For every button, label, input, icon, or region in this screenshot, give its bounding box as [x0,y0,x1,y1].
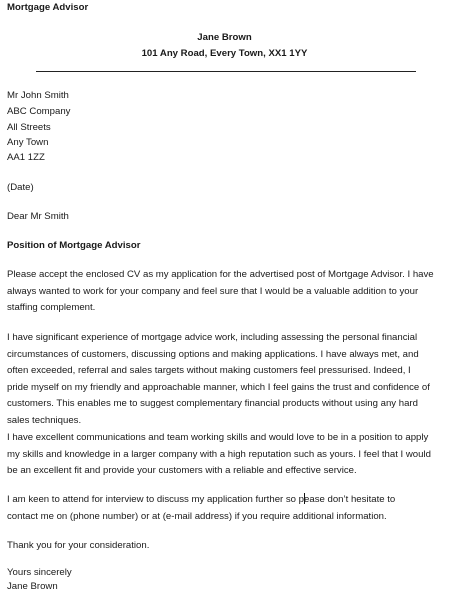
signature-name: Jane Brown [7,581,58,592]
recipient-line: All Streets [7,122,51,133]
paragraph-2 [7,330,437,430]
paragraph-line [7,492,437,509]
paragraph-1 [7,267,437,317]
paragraph-line: I have significant experience of mortgage advice work, including assessing the personal financial [7,332,418,343]
closing-line: Yours sincerely [7,567,72,578]
paragraph-line: sales techniques. [7,414,82,426]
paragraph-line: be an excellent fit and provide your customers with a reliable and effective service. [7,465,357,477]
document-heading: Mortgage Advisor [7,2,89,13]
paragraph-line: often exceeded, referral and sales targets without making customers feel pressurised. Indeed, I [7,365,411,377]
paragraph-line: always wanted to work for your company and feel sure that I would be a valuable addition to your [7,285,419,297]
paragraph-text: ease don’t hesitate to [304,494,396,505]
paragraph-line: pride myself on my friendly and approachable manner, which I feel gains the trust and confidence of [7,381,430,393]
recipient-line: Any Town [7,137,49,148]
paragraph-line: contact me on (phone number) or at (e-mail address) if you require additional information. [7,510,387,522]
paragraph-4 [7,492,437,525]
paragraph-line: customers. This enables me to suggest complementary financial products without using any hard [7,398,418,410]
paragraph-line: staffing complement. [7,302,96,314]
paragraph-line: Please accept the enclosed CV as my application for the advertised post of Mortgage Advisor. I have [7,269,434,280]
recipient-line: ABC Company [7,106,71,117]
paragraph-3 [7,430,437,480]
letter-date: (Date) [7,182,34,193]
paragraph-line: I have excellent communications and team working skills and would love to be in a position to apply [7,432,429,443]
header-divider [36,71,416,72]
paragraph-line: circumstances of customers, discussing options and making applications. I have always met, and [7,348,419,360]
sender-name: Jane Brown [197,32,252,43]
recipient-line: AA1 1ZZ [7,152,45,163]
subject-line: Position of Mortgage Advisor [7,240,141,251]
paragraph-line: my skills and knowledge in a larger company with a high reputation such as yours. I feel that I would [7,448,431,460]
salutation: Dear Mr Smith [7,211,69,222]
recipient-line: Mr John Smith [7,90,69,101]
paragraph-text: I am keen to attend for interview to discuss my application further so p [7,494,305,505]
sender-address: 101 Any Road, Every Town, XX1 1YY [141,48,308,59]
thanks-line: Thank you for your consideration. [7,540,150,551]
